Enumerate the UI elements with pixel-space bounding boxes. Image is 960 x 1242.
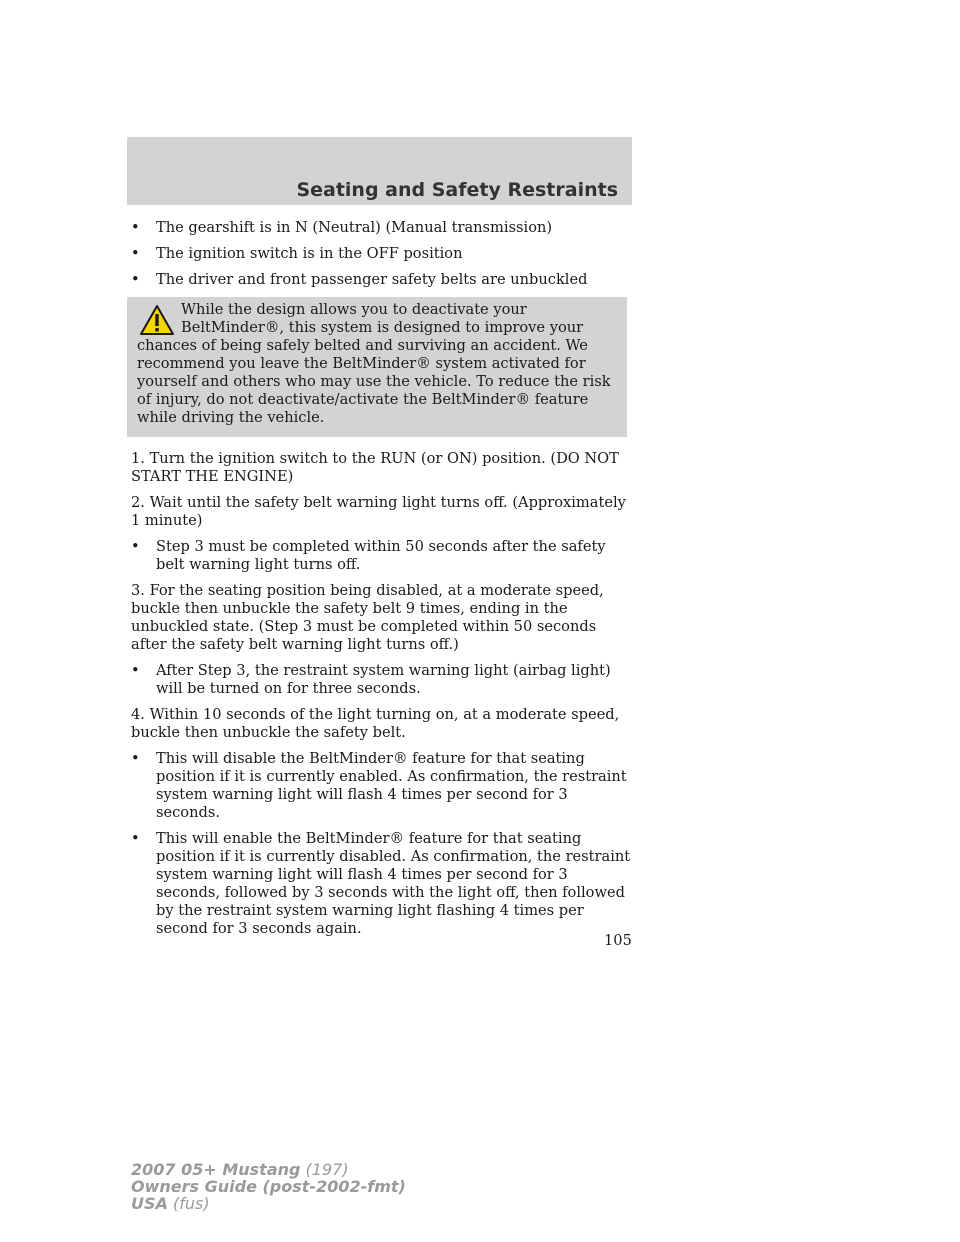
bullet-text: This will disable the BeltMinder® feature for that seating position if it is currently enabled. As confirmation, the restraint system warning light will flash 4 times per second for 3 seconds.	[156, 750, 627, 821]
list-item	[131, 271, 631, 289]
bullet-marker: •	[131, 245, 140, 262]
header-band	[127, 137, 632, 205]
footer-market: USA	[131, 1194, 168, 1213]
footer-line-2: Owners Guide (post-2002-fmt)	[131, 1177, 406, 1196]
footer-market-code: (fus)	[167, 1194, 210, 1213]
warning-box	[127, 297, 627, 437]
bullet-marker: •	[131, 271, 140, 288]
footer-model: 2007 05+ Mustang	[131, 1160, 301, 1179]
list-item	[131, 750, 631, 822]
footer-model-code: (197)	[300, 1160, 349, 1179]
footer-line-3	[131, 1195, 406, 1212]
bullet-marker: •	[131, 538, 140, 555]
bullet-text: The gearshift is in N (Neutral) (Manual transmission)	[156, 219, 553, 236]
bullet-marker: •	[131, 219, 140, 236]
footer	[131, 1161, 406, 1212]
bullet-marker: •	[131, 750, 140, 767]
list-item	[131, 538, 631, 574]
warning-triangle-icon	[139, 303, 175, 337]
bullet-text: This will enable the BeltMinder® feature for that seating position if it is currently disabled. As confirmation, the restraint system warning light will flash 4 times per second for 3 seconds, followed by 3 seconds with the light off, then followed by the restraint system warning light flashing 4 times per second for 3 seconds again.	[156, 830, 631, 937]
list-item	[131, 245, 631, 263]
list-item	[131, 830, 631, 938]
warning-text: While the design allows you to deactivate your BeltMinder®, this system is designed to improve your chances of being safely belted and surviving an accident. We recommend you leave the BeltMinder® system activated for yourself and others who may use the vehicle. To reduce the risk of injury, do not deactivate/activate the BeltMinder® feature while driving the vehicle.	[137, 301, 611, 426]
bullet-text: The ignition switch is in the OFF position	[156, 245, 463, 262]
section-title: Seating and Safety Restraints	[296, 179, 618, 201]
bullet-marker: •	[131, 830, 140, 847]
bullet-text: After Step 3, the restraint system warning light (airbag light) will be turned on for three seconds.	[156, 662, 611, 697]
bullet-text: Step 3 must be completed within 50 seconds after the safety belt warning light turns off.	[156, 538, 606, 573]
page-content	[131, 219, 631, 946]
footer-line-1	[131, 1161, 406, 1178]
bullet-marker: •	[131, 662, 140, 679]
step-3: 3. For the seating position being disabled, at a moderate speed, buckle then unbuckle the safety belt 9 times, ending in the unbuckled state. (Step 3 must be completed within 50 seconds after the safety belt warning light turns off.)	[131, 582, 604, 653]
list-item	[131, 662, 631, 698]
bullet-text: The driver and front passenger safety belts are unbuckled	[156, 271, 588, 288]
step-2: 2. Wait until the safety belt warning light turns off. (Approximately 1 minute)	[131, 494, 626, 529]
step-4: 4. Within 10 seconds of the light turning on, at a moderate speed, buckle then unbuckle the safety belt.	[131, 706, 620, 741]
page-number: 105	[604, 932, 632, 949]
list-item	[131, 219, 631, 237]
step-1: 1. Turn the ignition switch to the RUN (or ON) position. (DO NOT START THE ENGINE)	[131, 450, 619, 485]
